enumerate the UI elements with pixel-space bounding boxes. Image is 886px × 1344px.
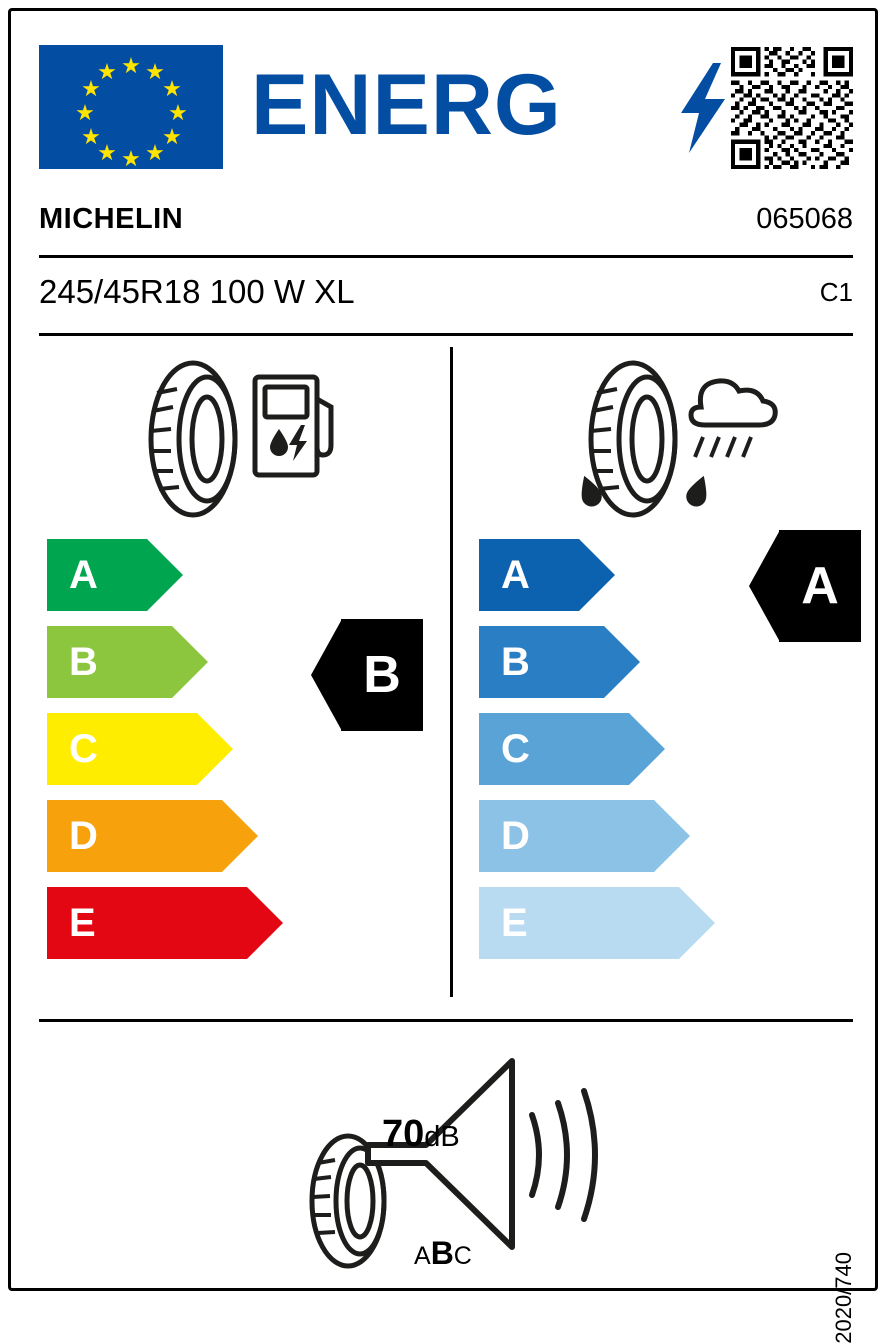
grade-row: [479, 539, 729, 611]
grade-letter: D: [501, 814, 530, 858]
brand-row: [39, 203, 853, 259]
label-header: [39, 33, 853, 173]
noise-class-b: B: [430, 1235, 454, 1271]
tyre-rain-cloud-icon: [551, 359, 791, 519]
eu-star: ★: [81, 124, 101, 149]
grade-row: [47, 713, 297, 785]
eu-star: ★: [162, 124, 182, 149]
divider-rule: [39, 333, 853, 336]
grade-row: [47, 800, 297, 872]
eu-star: ★: [168, 100, 188, 125]
grade-row: [479, 713, 729, 785]
regulation-reference: 2020/740: [831, 1252, 856, 1344]
lightning-bolt-icon: [677, 63, 727, 153]
eu-star: ★: [75, 100, 95, 125]
grade-letter: E: [69, 901, 96, 945]
grade-letter: C: [501, 727, 530, 771]
grade-letter: E: [501, 901, 528, 945]
wet-grip-rating-marker: [749, 530, 861, 642]
eu-star: ★: [121, 53, 141, 78]
divider-rule: [39, 1019, 853, 1022]
grade-letter: B: [501, 640, 530, 684]
tyre-size: 245/45R18 100 W XL: [39, 273, 355, 310]
fuel-rating-letter: B: [363, 646, 401, 704]
wet-rating-letter: A: [801, 557, 839, 615]
eu-tyre-label: [8, 8, 878, 1344]
grade-letter: D: [69, 814, 98, 858]
eu-star: ★: [145, 59, 165, 84]
european-union-flag: [39, 45, 223, 169]
tyre-class: C1: [819, 277, 853, 307]
grade-row: [47, 626, 297, 698]
divider-rule: [39, 255, 853, 258]
fuel-efficiency-scale: [47, 539, 297, 974]
grade-letter: A: [69, 553, 98, 597]
noise-class-c: C: [453, 1242, 472, 1270]
size-row: [39, 273, 853, 323]
tyre-fuel-pump-icon: [131, 359, 341, 519]
noise-class-a: A: [414, 1242, 431, 1270]
grade-row: [479, 887, 729, 959]
eu-star: ★: [162, 76, 182, 101]
eu-star: ★: [97, 140, 117, 165]
energy-wordmark: ENERG: [251, 57, 562, 153]
eu-star: ★: [145, 140, 165, 165]
grade-row: [47, 539, 297, 611]
grade-letter: A: [501, 553, 530, 597]
grade-row: [479, 800, 729, 872]
grade-letter: C: [69, 727, 98, 771]
grade-row: [479, 626, 729, 698]
section-divider: [450, 347, 453, 997]
noise-class-row: [414, 1235, 472, 1272]
eu-star: ★: [81, 76, 101, 101]
wet-grip-scale: [479, 539, 729, 974]
grade-row: [47, 887, 297, 959]
eu-star: ★: [121, 146, 141, 171]
noise-unit: dB: [424, 1121, 460, 1153]
noise-section: [296, 1051, 616, 1281]
eu-star: ★: [97, 59, 117, 84]
manufacturer-name: MICHELIN: [39, 203, 184, 235]
fuel-efficiency-rating-marker: [311, 619, 423, 731]
qr-code: [731, 47, 853, 169]
noise-value: 70dB: [382, 1113, 460, 1155]
product-code: 065068: [756, 203, 853, 235]
grade-letter: B: [69, 640, 98, 684]
